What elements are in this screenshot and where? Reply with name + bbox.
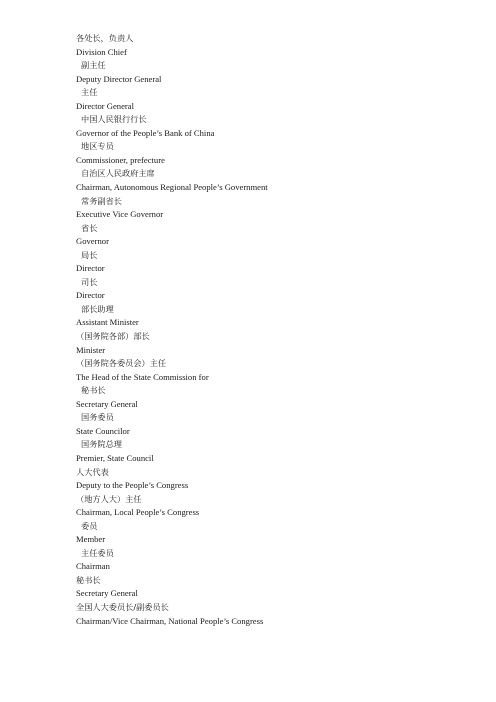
chinese-term-line: 人大代表 <box>76 466 109 477</box>
english-term-line: Secretary General <box>76 398 138 409</box>
chinese-term-line: 副主任 <box>81 60 106 71</box>
chinese-term-line: （地方人大）主任 <box>76 493 142 504</box>
chinese-term-line: 国务委员 <box>81 412 114 423</box>
english-term-line: Governor <box>76 236 109 247</box>
chinese-term-line: 秘书长 <box>81 385 106 396</box>
chinese-term-line: 司长 <box>81 276 98 287</box>
chinese-term-line: 主任委员 <box>81 547 114 558</box>
chinese-term-line: 国务院总理 <box>81 439 122 450</box>
english-term-line: Chairman, Local People’s Congress <box>76 507 200 518</box>
english-term-line: Minister <box>76 344 106 355</box>
english-term-line: Chairman, Autonomous Regional People’s Government <box>76 182 268 193</box>
chinese-term-line: 全国人大委员长/副委员长 <box>76 601 169 612</box>
chinese-term-line: 部长助理 <box>81 303 114 314</box>
chinese-term-line: 地区专员 <box>81 141 114 152</box>
english-term-line: Premier, State Council <box>76 452 154 463</box>
english-term-line: Deputy Director General <box>76 73 162 84</box>
english-term-line: The Head of the State Commission for <box>76 371 209 382</box>
chinese-term-line: 秘书长 <box>76 574 101 585</box>
chinese-term-line: （国务院各委员会）主任 <box>76 358 167 369</box>
chinese-term-line: 自治区人民政府主席 <box>81 168 155 179</box>
english-term-line: Director <box>76 290 105 301</box>
english-term-line: Director <box>76 263 105 274</box>
chinese-term-line: 中国人民银行行长 <box>81 114 147 125</box>
english-term-line: Executive Vice Governor <box>76 209 164 220</box>
english-term-line: Member <box>76 534 106 545</box>
chinese-term-line: 主任 <box>81 87 98 98</box>
english-term-line: Director General <box>76 100 134 111</box>
english-term-line: Chairman <box>76 561 110 572</box>
chinese-term-line: 常务副省长 <box>81 195 122 206</box>
english-term-line: Commissioner, prefecture <box>76 154 165 165</box>
english-term-line: Secretary General <box>76 588 138 599</box>
english-term-line: Governor of the People’s Bank of China <box>76 127 215 138</box>
english-term-line: Chairman/Vice Chairman, National People’s Congress <box>76 615 264 626</box>
english-term-line: State Councilor <box>76 425 130 436</box>
english-term-line: Deputy to the People’s Congress <box>76 480 189 491</box>
chinese-term-line: 局长 <box>81 249 98 260</box>
chinese-term-line: 省长 <box>81 222 98 233</box>
chinese-term-line: （国务院各部）部长 <box>76 331 150 342</box>
english-term-line: Assistant Minister <box>76 317 139 328</box>
chinese-term-line: 委员 <box>81 520 98 531</box>
english-term-line: Division Chief <box>76 46 127 57</box>
chinese-term-line: 各处长，负责人 <box>76 33 134 43</box>
title-glossary-list <box>76 32 476 628</box>
